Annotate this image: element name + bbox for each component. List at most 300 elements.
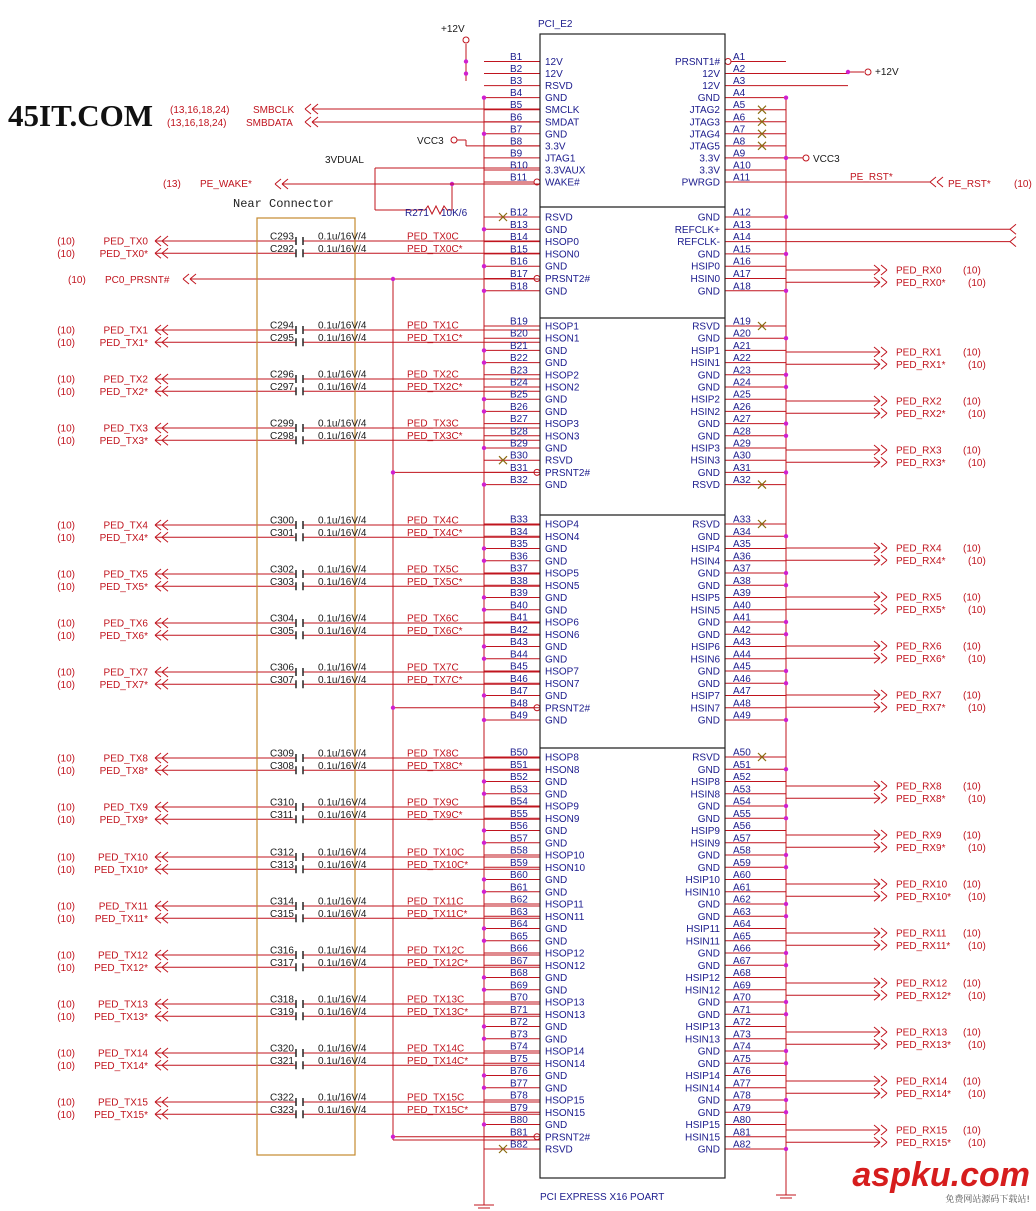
capacitor-value: 0.1u/16V/4 — [318, 797, 367, 809]
junction-dot — [784, 669, 788, 673]
resistor-ref: R271 — [405, 208, 429, 219]
b-pin-number: B1 — [510, 52, 523, 63]
port-arrow — [1010, 224, 1016, 234]
rx-net-label: PED_RX4* — [896, 555, 946, 567]
rx-net-label: PED_RX6 — [896, 641, 942, 653]
b-pin-name: GND — [545, 1071, 568, 1082]
b-pin-number: B37 — [510, 563, 528, 575]
tx-net-ref: (10) — [57, 765, 75, 777]
tx-net-ref: (10) — [57, 386, 75, 398]
coupling-capacitor — [296, 237, 303, 245]
rx-net-label: PED_RX8 — [896, 781, 942, 793]
capacitor-ref: C316 — [270, 945, 294, 957]
rx-net-label: PED_RX2* — [896, 408, 946, 420]
b-pin-number: B50 — [510, 747, 528, 759]
a-pin-number: A70 — [733, 992, 751, 1004]
junction-dot — [391, 277, 395, 281]
b-pin-name: HSON1 — [545, 333, 580, 345]
rx-net-ref: (10) — [963, 265, 981, 277]
a-pin-name: GND — [697, 370, 720, 382]
a-pin-number: A23 — [733, 365, 751, 377]
rx-net-ref: (10) — [968, 359, 986, 371]
tx-net-label: PED_TX5* — [99, 581, 148, 593]
a-pin-name: PRSNT1# — [674, 57, 720, 68]
watermark-aspku — [852, 1158, 1030, 1205]
a-pin-name: HSIP14 — [685, 1071, 720, 1082]
b-pin-name: GND — [545, 358, 568, 370]
coupling-capacitor — [296, 902, 303, 910]
a-pin-name: GND — [697, 666, 720, 678]
a-pin-number: A9 — [733, 148, 746, 160]
b-pin-name: RSVD — [545, 1144, 573, 1156]
a-pin-number: A18 — [733, 281, 751, 293]
a-pin-number: A63 — [733, 906, 751, 918]
junction-dot — [482, 890, 486, 894]
a-pin-name: GND — [697, 899, 720, 911]
a-pin-name: GND — [697, 467, 720, 479]
tx-net-ref: (10) — [57, 753, 75, 765]
a-pin-number: A10 — [733, 160, 751, 172]
rx-net-ref: (10) — [968, 702, 986, 714]
junction-dot — [391, 706, 395, 710]
junction-dot — [464, 59, 468, 63]
junction-dot — [784, 373, 788, 377]
a-pin-number: A34 — [733, 526, 751, 538]
rx-net-ref: (10) — [963, 1027, 981, 1039]
a-pin-name: RSVD — [692, 480, 720, 492]
tx-coupled-net: PED_TX0C* — [407, 243, 463, 255]
a-pin-number: A59 — [733, 857, 751, 869]
rx-net-ref: (10) — [963, 830, 981, 842]
b-pin-name: HSOP11 — [545, 899, 584, 911]
tx-net-label: PED_TX8* — [99, 765, 148, 777]
b-pin-number: B13 — [510, 219, 528, 231]
b-pin-number: B64 — [510, 919, 528, 930]
b-pin-number: B63 — [510, 906, 528, 918]
tx-net-label: PED_TX10* — [94, 864, 148, 876]
tx-net-ref: (10) — [57, 1011, 75, 1023]
b-pin-name: GND — [545, 345, 568, 357]
b-pin-name: GND — [545, 777, 568, 788]
a-pin-name: GND — [697, 212, 720, 224]
tx-coupled-net: PED_TX4C — [407, 515, 459, 527]
b-pin-number: B71 — [510, 1004, 528, 1016]
b-pin-name: GND — [545, 973, 568, 984]
a-pin-number: A13 — [733, 219, 751, 231]
tx-coupled-net: PED_TX5C — [407, 564, 459, 576]
a-pin-name: GND — [697, 431, 720, 443]
a-pin-name: JTAG2 — [689, 105, 720, 117]
a-pin-number: A8 — [733, 136, 746, 148]
tx-net-ref: (10) — [57, 667, 75, 679]
coupling-capacitor — [296, 1110, 303, 1118]
b-pin-number: B4 — [510, 88, 523, 100]
tx-coupled-net: PED_TX11C* — [407, 908, 468, 920]
junction-dot — [784, 336, 788, 340]
tx-net-ref: (10) — [57, 802, 75, 814]
b-pin-number: B61 — [510, 882, 528, 894]
a-pin-number: A51 — [733, 759, 751, 771]
junction-dot — [482, 975, 486, 979]
rx-net-label: PED_RX13* — [896, 1039, 952, 1051]
a-pin-number: A75 — [733, 1053, 751, 1065]
b-pin-number: B41 — [510, 612, 528, 624]
b-pin-name: HSON6 — [545, 629, 580, 641]
rx-net-ref: (10) — [968, 940, 986, 952]
a-pin-name: HSIP0 — [691, 261, 720, 273]
coupling-capacitor — [296, 668, 303, 676]
a-pin-number: A27 — [733, 414, 751, 426]
capacitor-ref: C321 — [270, 1055, 294, 1067]
b-pin-number: B68 — [510, 968, 528, 979]
b-pin-name: HSOP3 — [545, 419, 579, 431]
capacitor-ref: C314 — [270, 896, 294, 908]
b-pin-number: B42 — [510, 624, 528, 636]
capacitor-ref: C294 — [270, 320, 294, 332]
b-pin-name: GND — [545, 936, 568, 948]
a-pin-name: HSIP15 — [685, 1120, 720, 1131]
coupling-capacitor — [296, 914, 303, 922]
junction-dot — [482, 1073, 486, 1077]
junction-dot — [784, 421, 788, 425]
a-pin-name: HSIN14 — [684, 1083, 720, 1095]
coupling-capacitor — [296, 533, 303, 541]
capacitor-value: 0.1u/16V/4 — [318, 1104, 367, 1116]
junction-dot — [482, 644, 486, 648]
tx-net-ref: (10) — [57, 569, 75, 581]
b-pin-number: B67 — [510, 955, 528, 967]
tx-net-ref: (10) — [57, 1060, 75, 1072]
b-pin-name: GND — [545, 691, 568, 702]
b-pin-name: GND — [545, 394, 568, 406]
rx-net-label: PED_RX9 — [896, 830, 942, 842]
b-pin-name: HSOP10 — [545, 850, 585, 862]
tx-coupled-net: PED_TX13C — [407, 994, 465, 1006]
junction-dot — [784, 434, 788, 438]
a-pin-name: GND — [697, 286, 720, 298]
rx-net-label: PED_RX3 — [896, 445, 942, 457]
coupling-capacitor — [296, 1049, 303, 1057]
b-pin-name: HSOP12 — [545, 948, 585, 960]
a-pin-name: HSIP1 — [691, 345, 720, 357]
b-pin-number: B52 — [510, 772, 528, 783]
a-pin-name: HSIN6 — [690, 654, 720, 666]
rx-net-label: PED_RX0* — [896, 277, 946, 289]
a-pin-number: A4 — [733, 88, 746, 100]
junction-dot — [784, 1147, 788, 1151]
rx-net-label: PED_RX13 — [896, 1027, 948, 1039]
tx-coupled-net: PED_TX14C* — [407, 1055, 469, 1067]
junction-dot — [784, 534, 788, 538]
watermark-aspku-tagline: 免费网站源码下载站! — [945, 1195, 1030, 1205]
power-port — [803, 155, 809, 161]
rx-net-ref: (10) — [963, 396, 981, 408]
b-pin-name: 12V — [545, 69, 563, 81]
power-12v-right: +12V — [875, 67, 899, 78]
a-pin-number: A53 — [733, 784, 751, 796]
tx-net-label: PED_TX13 — [97, 999, 148, 1011]
capacitor-value: 0.1u/16V/4 — [318, 613, 367, 625]
rx-net-ref: (10) — [963, 543, 981, 555]
b-pin-number: B78 — [510, 1090, 528, 1102]
junction-dot — [482, 1037, 486, 1041]
a-pin-name: 12V — [702, 69, 720, 81]
rx-net-ref: (10) — [968, 277, 986, 289]
capacitor-ref: C318 — [270, 994, 294, 1006]
junction-dot — [784, 1049, 788, 1053]
a-pin-name: HSIN5 — [690, 605, 720, 617]
tx-net-label: PED_TX0 — [103, 236, 148, 248]
b-pin-name: GND — [545, 1120, 568, 1131]
a-pin-number: A56 — [733, 821, 751, 832]
b-pin-name: HSON7 — [545, 678, 580, 690]
tx-coupled-net: PED_TX3C — [407, 418, 459, 430]
a-pin-number: A50 — [733, 747, 751, 759]
watermark-aspku-brand: aspku.com — [852, 1156, 1030, 1194]
a-pin-name: HSIP8 — [691, 777, 720, 788]
b-pin-name: HSON9 — [545, 813, 580, 825]
a-pin-name: GND — [697, 1107, 720, 1119]
a-pin-name: GND — [697, 862, 720, 874]
a-pin-number: A54 — [733, 796, 751, 808]
a-pin-number: A43 — [733, 637, 751, 648]
b-pin-number: B65 — [510, 931, 528, 943]
a-pin-name: 3.3V — [699, 153, 720, 165]
b-pin-number: B18 — [510, 281, 528, 293]
tx-net-label: PED_TX15* — [94, 1109, 148, 1121]
a-pin-number: A79 — [733, 1102, 751, 1114]
a-pin-number: A3 — [733, 76, 746, 88]
b-pin-number: B29 — [510, 438, 528, 450]
coupling-capacitor — [296, 338, 303, 346]
b-pin-name: PRSNT2# — [545, 1132, 591, 1144]
coupling-capacitor — [296, 619, 303, 627]
a-pin-number: A28 — [733, 426, 751, 438]
b-pin-name: GND — [545, 838, 568, 850]
junction-dot — [784, 1061, 788, 1065]
b-pin-name: GND — [545, 556, 568, 568]
tx-net-ref: (10) — [57, 520, 75, 532]
a-pin-number: A73 — [733, 1029, 751, 1041]
a-pin-name: GND — [697, 948, 720, 960]
junction-dot — [482, 877, 486, 881]
b-pin-number: B70 — [510, 992, 528, 1004]
a-pin-number: A71 — [733, 1004, 751, 1016]
b-pin-name: PRSNT2# — [545, 703, 591, 715]
a-pin-name: HSIN8 — [690, 789, 720, 801]
a-pin-number: A16 — [733, 256, 751, 268]
junction-dot — [482, 132, 486, 136]
b-pin-name: HSOP4 — [545, 519, 579, 531]
b-pin-name: SMCLK — [545, 105, 580, 117]
tx-coupled-net: PED_TX12C — [407, 945, 465, 957]
tx-net-label: PED_TX14* — [94, 1060, 148, 1072]
b-pin-name: GND — [545, 654, 568, 666]
a-pin-name: GND — [697, 813, 720, 825]
a-pin-name: HSIP13 — [685, 1022, 720, 1033]
a-pin-number: A42 — [733, 624, 751, 636]
b-pin-number: B12 — [510, 207, 528, 219]
a-pin-name: GND — [697, 678, 720, 690]
b-pin-number: B51 — [510, 759, 528, 771]
junction-dot — [391, 470, 395, 474]
a-pin-number: A72 — [733, 1017, 751, 1028]
power-vcc3-right: VCC3 — [813, 154, 840, 165]
coupling-capacitor — [296, 1012, 303, 1020]
junction-dot — [482, 360, 486, 364]
coupling-capacitor — [296, 631, 303, 639]
a-pin-name: HSIP9 — [691, 826, 720, 837]
capacitor-ref: C312 — [270, 847, 294, 859]
a-pin-number: A31 — [733, 462, 751, 474]
a-pin-name: GND — [697, 911, 720, 923]
capacitor-ref: C311 — [270, 809, 294, 821]
junction-dot — [482, 348, 486, 352]
tx-coupled-net: PED_TX7C* — [407, 674, 463, 686]
b-pin-number: B9 — [510, 148, 523, 160]
a-pin-number: A52 — [733, 772, 751, 783]
b-pin-number: B74 — [510, 1041, 528, 1053]
b-pin-number: B8 — [510, 136, 523, 148]
a-pin-number: A60 — [733, 870, 751, 881]
a-pin-name: GND — [697, 1009, 720, 1021]
a-pin-number: A39 — [733, 588, 751, 599]
junction-dot — [482, 841, 486, 845]
b-pin-number: B36 — [510, 551, 528, 563]
rx-net-ref: (10) — [963, 1076, 981, 1088]
a-pin-name: RSVD — [692, 519, 720, 531]
b-pin-number: B17 — [510, 269, 528, 280]
a-pin-number: A17 — [733, 269, 751, 280]
b-pin-number: B45 — [510, 661, 528, 673]
b-pin-number: B25 — [510, 389, 528, 401]
b-pin-name: HSOP14 — [545, 1046, 585, 1058]
b-pin-number: B81 — [510, 1127, 528, 1139]
b-pin-number: B73 — [510, 1029, 528, 1041]
a-pin-number: A7 — [733, 124, 746, 136]
b-pin-name: GND — [545, 1083, 568, 1095]
a-pin-number: A49 — [733, 710, 751, 722]
b-pin-number: B2 — [510, 64, 523, 76]
b-pin-name: GND — [545, 826, 568, 837]
rx-net-label: PED_RX14* — [896, 1088, 952, 1100]
b-pin-number: B14 — [510, 232, 528, 244]
b-pin-name: JTAG1 — [545, 153, 576, 165]
b-pin-name: HSON5 — [545, 580, 580, 592]
b-pin-number: B43 — [510, 637, 528, 648]
rx-net-ref: (10) — [963, 781, 981, 793]
b-pin-number: B35 — [510, 539, 528, 550]
b-pin-name: HSON15 — [545, 1107, 586, 1119]
a-pin-name: REFCLK+ — [674, 224, 720, 236]
capacitor-value: 0.1u/16V/4 — [318, 381, 367, 393]
junction-dot — [784, 914, 788, 918]
a-pin-number: A35 — [733, 539, 751, 550]
b-pin-number: B26 — [510, 401, 528, 413]
b-pin-number: B16 — [510, 256, 528, 268]
a-pin-name: GND — [697, 1058, 720, 1070]
b-pin-name: WAKE# — [545, 177, 580, 189]
a-pin-number: A48 — [733, 698, 751, 710]
a-pin-number: A1 — [733, 52, 746, 63]
a-pin-name: HSIN11 — [685, 936, 720, 948]
junction-dot — [784, 767, 788, 771]
a-pin-number: A29 — [733, 438, 751, 450]
junction-dot — [784, 385, 788, 389]
a-pin-number: A33 — [733, 514, 751, 526]
a-pin-name: PWRGD — [681, 177, 720, 189]
rx-net-ref: (10) — [968, 653, 986, 665]
coupling-capacitor — [296, 436, 303, 444]
a-pin-number: A12 — [733, 207, 751, 219]
smbclk-label: SMBCLK — [253, 105, 295, 116]
rx-net-ref: (10) — [963, 1125, 981, 1137]
junction-dot — [482, 397, 486, 401]
b-pin-number: B59 — [510, 857, 528, 869]
junction-dot — [482, 1086, 486, 1090]
b-pin-name: GND — [545, 715, 568, 727]
junction-dot — [391, 1135, 395, 1139]
a-pin-number: A78 — [733, 1090, 751, 1102]
capacitor-value: 0.1u/16V/4 — [318, 1006, 367, 1018]
coupling-capacitor — [296, 1061, 303, 1069]
tx-net-ref: (10) — [57, 901, 75, 913]
capacitor-value: 0.1u/16V/4 — [318, 243, 367, 255]
b-pin-name: GND — [545, 544, 568, 555]
tx-coupled-net: PED_TX7C — [407, 662, 459, 674]
inversion-bubble — [725, 59, 731, 65]
b-pin-number: B60 — [510, 870, 528, 881]
a-pin-name: GND — [697, 382, 720, 394]
a-pin-number: A37 — [733, 563, 751, 575]
junction-dot — [482, 559, 486, 563]
a-pin-number: A20 — [733, 328, 751, 340]
capacitor-value: 0.1u/16V/4 — [318, 369, 367, 381]
tx-net-ref: (10) — [57, 1097, 75, 1109]
capacitor-ref: C298 — [270, 430, 294, 442]
a-pin-name: GND — [697, 715, 720, 727]
junction-dot — [482, 718, 486, 722]
b-pin-name: HSON4 — [545, 531, 580, 543]
capacitor-value: 0.1u/16V/4 — [318, 430, 367, 442]
tx-net-ref: (10) — [57, 618, 75, 630]
capacitor-value: 0.1u/16V/4 — [318, 564, 367, 576]
b-pin-number: B76 — [510, 1066, 528, 1077]
b-pin-number: B21 — [510, 340, 528, 352]
a-pin-name: HSIP12 — [685, 973, 720, 984]
junction-dot — [482, 988, 486, 992]
tx-coupled-net: PED_TX5C* — [407, 576, 463, 588]
coupling-capacitor — [296, 387, 303, 395]
coupling-capacitor — [296, 570, 303, 578]
capacitor-ref: C304 — [270, 613, 294, 625]
junction-dot — [784, 951, 788, 955]
watermark-45it: 45IT.COM — [8, 98, 153, 133]
junction-dot — [784, 1000, 788, 1004]
tx-coupled-net: PED_TX6C* — [407, 625, 463, 637]
tx-coupled-net: PED_TX12C* — [407, 957, 469, 969]
b-pin-name: GND — [545, 1034, 568, 1046]
tx-coupled-net: PED_TX9C — [407, 797, 459, 809]
rx-net-ref: (10) — [968, 842, 986, 854]
a-pin-name: GND — [697, 568, 720, 580]
capacitor-ref: C303 — [270, 576, 294, 588]
junction-dot — [482, 693, 486, 697]
a-pin-name: HSIN1 — [690, 358, 720, 370]
capacitor-value: 0.1u/16V/4 — [318, 1043, 367, 1055]
coupling-capacitor — [296, 249, 303, 257]
rx-net-label: PED_RX6* — [896, 653, 946, 665]
